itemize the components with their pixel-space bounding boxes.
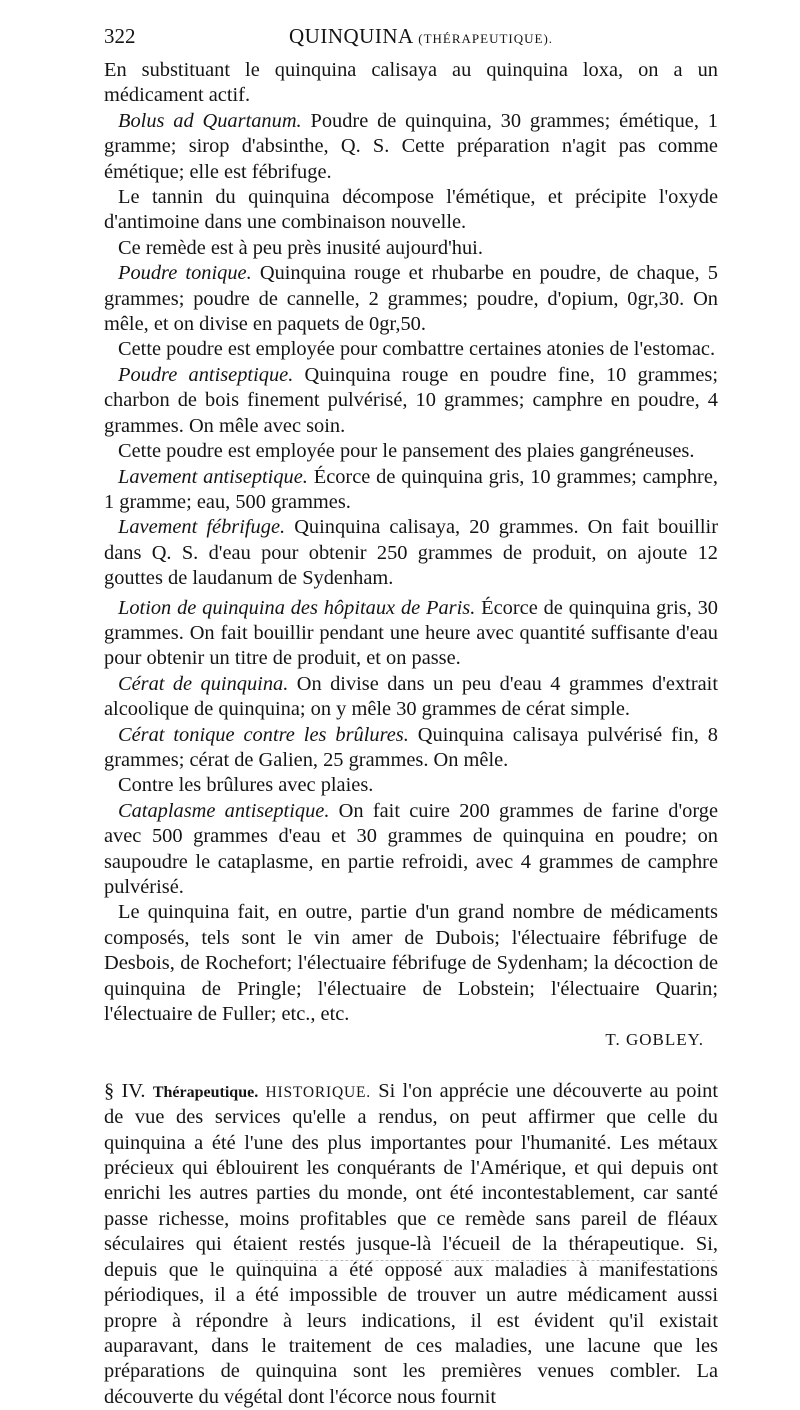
recipe-label: Lotion de quinquina des hôpitaux de Paris. xyxy=(118,596,476,619)
recipe-label: Bolus ad Quartanum. xyxy=(118,109,302,132)
paragraph-poudre-antiseptique: Poudre antiseptique. Quinquina rouge en poudre fine, 10 grammes; charbon de bois finement pulvérisé, 10 grammes; camphre en poudre, 4 grammes. On mêle avec soin. xyxy=(104,363,718,437)
paragraph-lavement-febrifuge: Lavement fébrifuge. Quinquina calisaya, 20 grammes. On fait bouillir dans Q. S. d'eau pour obtenir 250 grammes de produit, on ajoute 12 gouttes de laudanum de Sydenham. xyxy=(104,516,718,590)
paragraph-cerat: Cérat de quinquina. On divise dans un peu d'eau 4 grammes d'extrait alcoolique de quinquina; on y mêle 30 grammes de cérat simple. xyxy=(104,672,718,721)
running-title-main: QUINQUINA xyxy=(289,24,413,48)
section-heading: Thérapeutique. xyxy=(152,1083,259,1101)
recipe-label: Cérat de quinquina. xyxy=(118,672,289,695)
paragraph-lotion: Lotion de quinquina des hôpitaux de Paris. Écorce de quinquina gris, 30 grammes. On fait bouillir pendant une heure avec quantité suffisante d'eau pour obtenir un titre de produit, et on passe. xyxy=(104,596,719,670)
section-number: § IV. xyxy=(104,1079,146,1102)
paragraph-cerat-tonique: Cérat tonique contre les brûlures. Quinquina calisaya pulvérisé fin, 8 grammes; cérat de Galien, 25 grammes. On mêle. xyxy=(104,723,718,771)
recipe-label: Poudre tonique. xyxy=(118,262,252,285)
recipe-label: Cérat tonique contre les brûlures. xyxy=(118,723,409,746)
paragraph-brulures: Contre les brûlures avec plaies. xyxy=(118,774,374,797)
paragraph-1: En substituant le quinquina calisaya au quinquina loxa, on a un médicament actif. xyxy=(104,59,718,107)
page-number: 322 xyxy=(104,24,136,48)
author-signature: T. GOBLEY. xyxy=(605,1030,704,1050)
recipe-label: Cataplasme antiseptique. xyxy=(118,799,330,822)
recipe-label: Poudre antiseptique. xyxy=(118,363,294,386)
section-text: Si l'on apprécie une découverte au point de vue des services qu'elle a rendus, on peut affirmer que celle du quinquina a été l'une des plus importantes pour l'humanité. Les métaux précieux qui éblouirent les conquérants de l'Amérique, et qui depuis ont enrichi les autres parties du monde, ont été incontestablement, car santé passe richesse, moins profitables que ce remède sans pareil de fléaux séculaires qui étaient restés jusque-là l'écueil de la thérapeutique. Si, depuis que le quinquina a été opposé aux maladies à manifestations périodiques, il a été impossible de trouver un autre médicament aussi propre à répondre à leurs indications, il est évident qu'il existait auparavant, dans le traitement de ces maladies, une lacune que les préparations de quinquina sont les premières venues combler. La découverte du végétal dont l'écorce nous fournit xyxy=(104,1079,718,1408)
paragraph-cataplasme: Cataplasme antiseptique. On fait cuire 200 grammes de farine d'orge avec 500 grammes d'eau et 30 grammes de quinquina en poudre; on saupoudre le cataplasme, en partie refroidi, avec 4 grammes de camphre pulvérisé. xyxy=(104,799,718,898)
paragraph-plaies: Cette poudre est employée pour le pansement des plaies gangréneuses. xyxy=(118,440,695,463)
page-body xyxy=(104,58,718,1410)
footer-rule xyxy=(255,1260,715,1261)
running-header xyxy=(104,24,712,54)
paragraph-inusite: Ce remède est à peu près inusité aujourd'hui. xyxy=(118,236,483,259)
paragraph-tannin: Le tannin du quinquina décompose l'émétique, et précipite l'oxyde d'antimoine dans une combinaison nouvelle. xyxy=(104,186,718,234)
recipe-label: Lavement fébrifuge. xyxy=(118,516,286,539)
paragraph-lavement-antiseptique: Lavement antiseptique. Écorce de quinquina gris, 10 grammes; camphre, 1 gramme; eau, 500 grammes. xyxy=(104,465,718,513)
running-title xyxy=(289,24,553,49)
paragraph-estomac: Cette poudre est employée pour combattre certaines atonies de l'estomac. xyxy=(118,338,716,361)
section-subheading: HISTORIQUE. xyxy=(265,1083,371,1101)
paragraph-poudre-tonique: Poudre tonique. Quinquina rouge et rhubarbe en poudre, de chaque, 5 grammes; poudre de cannelle, 2 grammes; poudre, d'opium, 0gr,30. On mêle, et on divise en paquets de 0gr,50. xyxy=(104,262,718,336)
paragraph-composes: Le quinquina fait, en outre, partie d'un grand nombre de médicaments composés, tels sont le vin amer de Dubois; l'électuaire fébrifuge de Desbois, de Rochefort; l'électuaire fébrifuge de Sydenham; la décoction de quinquina de Pringle; l'électuaire de Lobstein; l'électuaire Quarin; l'électuaire de Fuller; etc., etc. xyxy=(104,901,718,1026)
running-title-sub: (THÉRAPEUTIQUE). xyxy=(418,31,554,46)
section-historique xyxy=(104,1079,718,1410)
recipe-label: Lavement antiseptique. xyxy=(118,465,308,488)
paragraph-bolus: Bolus ad Quartanum. Poudre de quinquina, 30 grammes; émétique, 1 gramme; sirop d'absinthe, Q. S. Cette préparation n'agit pas comme émétique; elle est fébrifuge. xyxy=(104,109,718,183)
